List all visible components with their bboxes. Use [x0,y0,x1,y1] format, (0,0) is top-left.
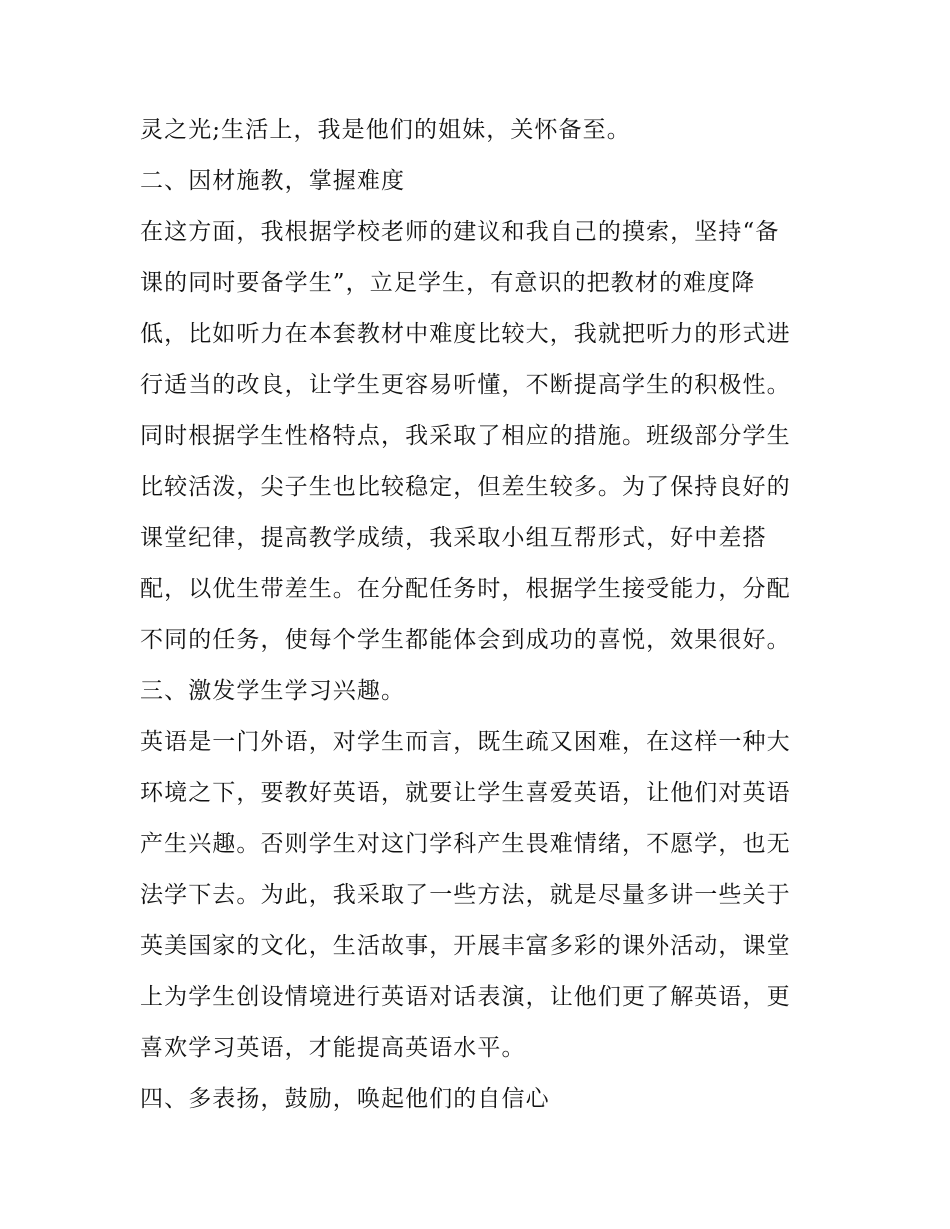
text-line: 配，以优生带差生。在分配任务时，根据学生接受能力，分配 [140,576,791,602]
text-line: 上为学生创设情境进行英语对话表演，让他们更了解英语，更 [140,984,791,1010]
section-heading-4: 四、多表扬，鼓励，唤起他们的自信心 [140,1086,550,1112]
text-line: 同时根据学生性格特点，我采取了相应的措施。班级部分学生 [140,423,791,449]
text-line: 英语是一门外语，对学生而言，既生疏又困难，在这样一种大 [140,729,791,755]
text-line: 不同的任务，使每个学生都能体会到成功的喜悦，效果很好。 [140,627,791,653]
text-line: 行适当的改良，让学生更容易听懂，不断提高学生的积极性。 [140,372,791,398]
text-line: 比较活泼，尖子生也比较稳定，但差生较多。为了保持良好的 [140,474,791,500]
text-line: 课堂纪律，提高教学成绩，我采取小组互帮形式，好中差搭 [140,525,767,551]
text-line: 在这方面，我根据学校老师的建议和我自己的摸索，坚持“备 [140,219,780,245]
text-line: 喜欢学习英语，才能提高英语水平。 [140,1035,526,1061]
text-line: 英美国家的文化，生活故事，开展丰富多彩的课外活动，课堂 [140,933,791,959]
section-heading-3: 三、激发学生学习兴趣。 [140,678,406,704]
text-line: 环境之下，要教好英语，就要让学生喜爱英语，让他们对英语 [140,780,791,806]
text-line: 产生兴趣。否则学生对这门学科产生畏难情绪，不愿学，也无 [140,831,791,857]
text-line: 低，比如听力在本套教材中难度比较大，我就把听力的形式进 [140,321,791,347]
text-line: 法学下去。为此，我采取了一些方法，就是尽量多讲一些关于 [140,882,791,908]
text-line: 灵之光;生活上，我是他们的姐妹，关怀备至。 [140,117,631,143]
text-line: 课的同时要备学生”，立足学生，有意识的把教材的难度降 [140,270,756,296]
section-heading-2: 二、因材施教，掌握难度 [140,168,406,194]
